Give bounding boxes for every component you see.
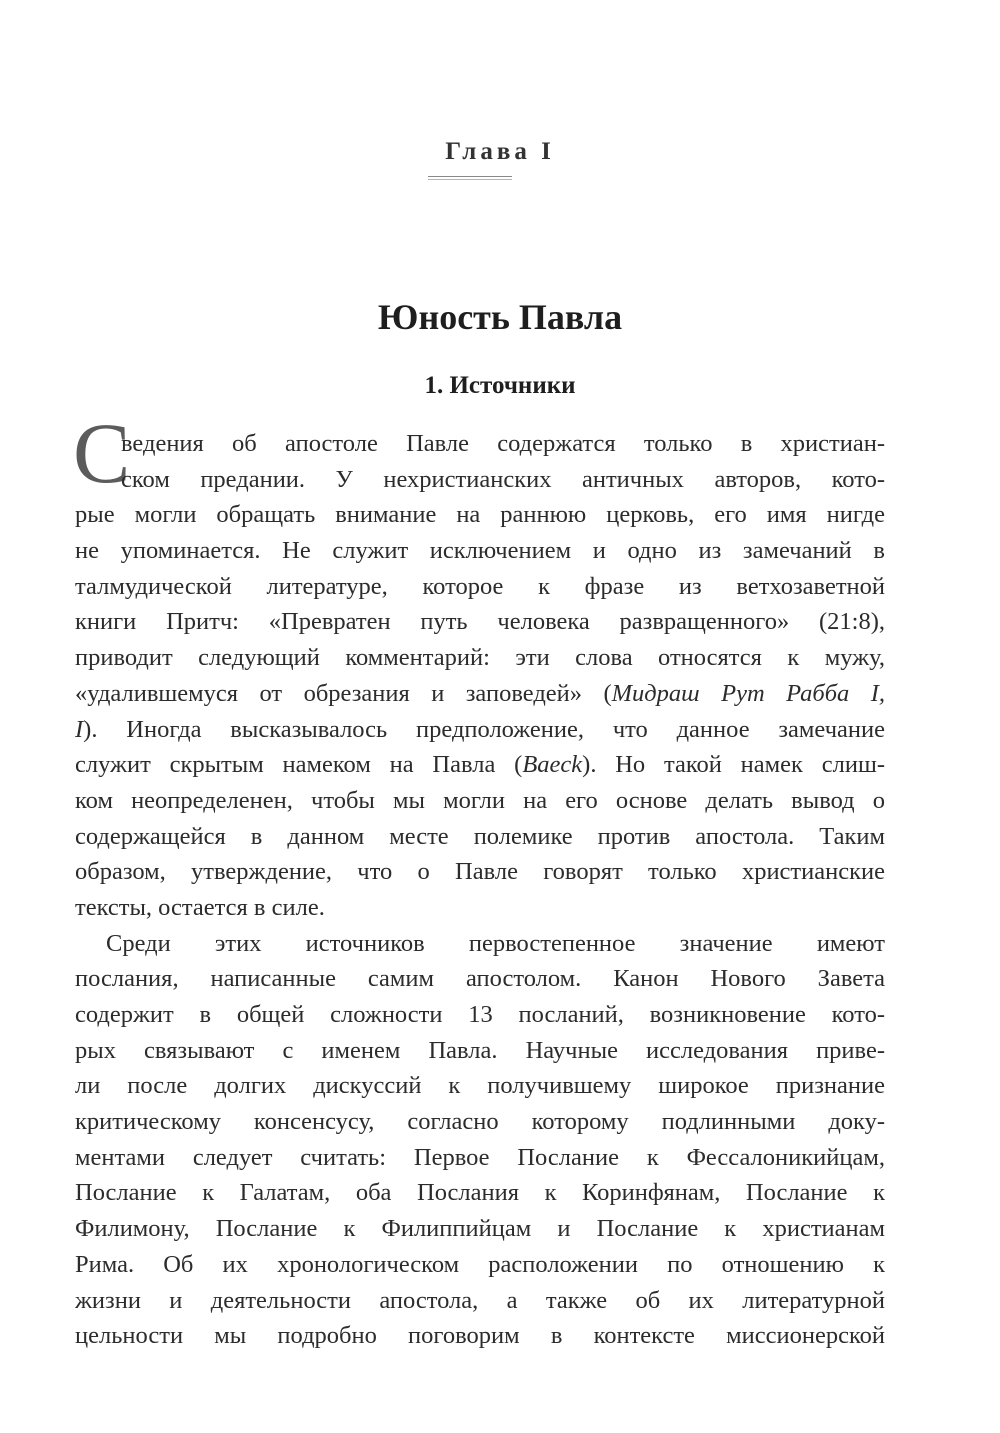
text-segment: служит скрытым намеком на Павла ( (75, 751, 523, 779)
citation-italic: Мидраш Рут Рабба I, (611, 679, 885, 707)
text-line: ком неопределенен, чтобы мы могли на его основе делать вывод о (75, 786, 885, 814)
text-line: критическому консенсусу, согласно которому подлинными доку- (75, 1108, 885, 1136)
chapter-rule (428, 176, 512, 177)
text-line: цельности мы подробно поговорим в контексте миссионерской (75, 1322, 885, 1350)
text-line: рые могли обращать внимание на раннюю церковь, его имя нигде (75, 501, 885, 529)
citation-italic: I (75, 715, 84, 743)
text-line: приводит следующий комментарий: эти слова относятся к мужу, (75, 644, 885, 672)
text-line: образом, утверждение, что о Павле говорят только христианские (75, 858, 885, 886)
text-line: рых связывают с именем Павла. Научные исследования приве- (75, 1036, 885, 1064)
text-segment: ). Иногда высказывалось предположение, что данное замечание (83, 715, 885, 743)
text-line: ведения об апостоле Павле содержатся только в христиан- (121, 430, 885, 457)
citation-italic: Baeck (522, 751, 583, 779)
text-line: книги Притч: «Превратен путь человека развращенного» (21:8), (75, 608, 885, 636)
chapter-heading: Глава I (445, 138, 555, 165)
text-line: тексты, остается в силе. (75, 893, 325, 921)
text-line: ментами следует считать: Первое Послание к Фессалоникийцам, (75, 1143, 885, 1171)
text-line (75, 676, 885, 712)
chapter-title: Юность Павла (377, 297, 623, 337)
text-line (75, 747, 885, 783)
section-heading: 1. Источники (424, 372, 576, 399)
text-line: ли после долгих дискуссий к получившему широкое признание (75, 1072, 885, 1100)
text-line: жизни и деятельности апостола, а также об их литературной (75, 1286, 885, 1314)
text-line: Рима. Об их хронологическом расположении по отношению к (75, 1250, 885, 1278)
text-segment: «удалившемуся от обрезания и заповедей» ( (75, 679, 612, 707)
body-text (75, 426, 885, 1354)
text-line: ском предании. У нехристианских античных авторов, кото- (121, 465, 885, 493)
text-line: послания, написанные самим апостолом. Канон Нового Завета (75, 965, 885, 993)
text-line: не упоминается. Не служит исключением и одно из замечаний в (75, 537, 885, 565)
text-line: содержащейся в данном месте полемике против апостола. Таким (75, 822, 885, 850)
text-line: Среди этих источников первостепенное значение имеют (106, 929, 885, 957)
text-line: Филимону, Послание к Филиппийцам и Послание к христианам (75, 1215, 885, 1243)
text-line: содержит в общей сложности 13 посланий, возникновение кото- (75, 1001, 885, 1028)
chapter-rule-secondary (428, 179, 512, 180)
text-line (75, 712, 885, 748)
text-line: талмудической литературе, которое к фразе из ветхозаветной (75, 572, 885, 600)
text-line: Послание к Галатам, оба Послания к Коринфянам, Послание к (75, 1179, 885, 1207)
drop-cap: С (73, 405, 131, 501)
text-segment: ). Но такой намек слиш- (582, 751, 885, 779)
